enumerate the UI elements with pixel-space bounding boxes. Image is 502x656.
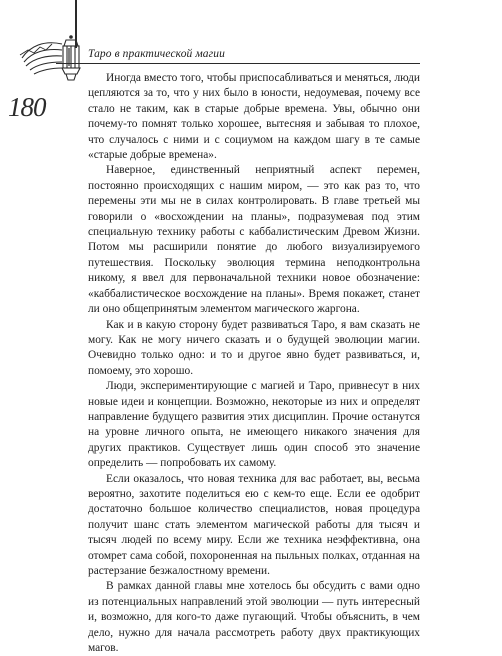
running-title: Таро в практической магии [88,48,225,60]
paragraph: Если оказалось, что новая техника для вас работает, вы, весьма вероятно, захотите поделиться ею с кем-то еще. Если ее одобрит достаточно большое количество специалистов, новая процедура получит шанс стать элементом магической работы для тысяч и тысяч людей по всему миру. Если же техника неэффективна, она отомрет сама собой, похороненная на пыльных полках, отданная на растерзание безжалостному времени. [88,472,420,577]
page-number: 180 [8,92,46,122]
header-rule [56,63,420,64]
paragraph: В рамках данной главы мне хотелось бы обсудить с вами одно из потенциальных направлений этой эволюции — путь интересный и, возможно, для кого-то даже пугающий. Чтобы объяснить, в чем дело, нужно для начала рассмотреть работу двух практикующих магов. [88,580,420,655]
paragraph: Иногда вместо того, чтобы приспосабливаться и меняться, люди цепляются за то, что у них было в юности, недоумевая, почему все стало не таким, как в старые добрые времена. Увы, обычно они почему-то помнят только хорошее, вытесняя и забывая то плохое, что случалось с ними и с социумом на каждом шагу в те самые «старые добрые времена». [88,72,420,162]
vertical-rule [75,0,77,48]
body-text [88,71,420,656]
paragraph: Наверное, единственный неприятный аспект перемен, постоянно происходящих с нашим миром, — это как раз то, что перемены эти мы не в силах контролировать. В главе третьей мы говорили о «восхождении на планы», подразумевая под этим специальную технику работы с каббалистическим Древом Жизни. Потом мы расширили понятие до любого визуализируемого путешествия. Поскольку эволюция термина неподконтрольна никому, я ввел для первоначальной техники новое обозначение: «каббалистическое восхождение на планы». Время покажет, станет ли оно общепринятым элементом магического жаргона. [88,164,420,316]
paragraph: Люди, экспериментирующие с магией и Таро, привнесут в них новые идеи и концепции. Возможно, некоторые из них и определят направление будущего развития этих дисциплин. Прочие останутся на уровне личного опыта, не имеющего никакого значения для других практиков. Существует лишь один способ это значение определить — попробовать их самому. [88,380,420,470]
paragraph: Как и в какую сторону будет развиваться Таро, я вам сказать не могу. Как не могу ничего сказать и о будущей эволюции магии. Очевидно только одно: и то и другое явно будет развиваться, и, помоему, это хорошо. [88,318,420,377]
